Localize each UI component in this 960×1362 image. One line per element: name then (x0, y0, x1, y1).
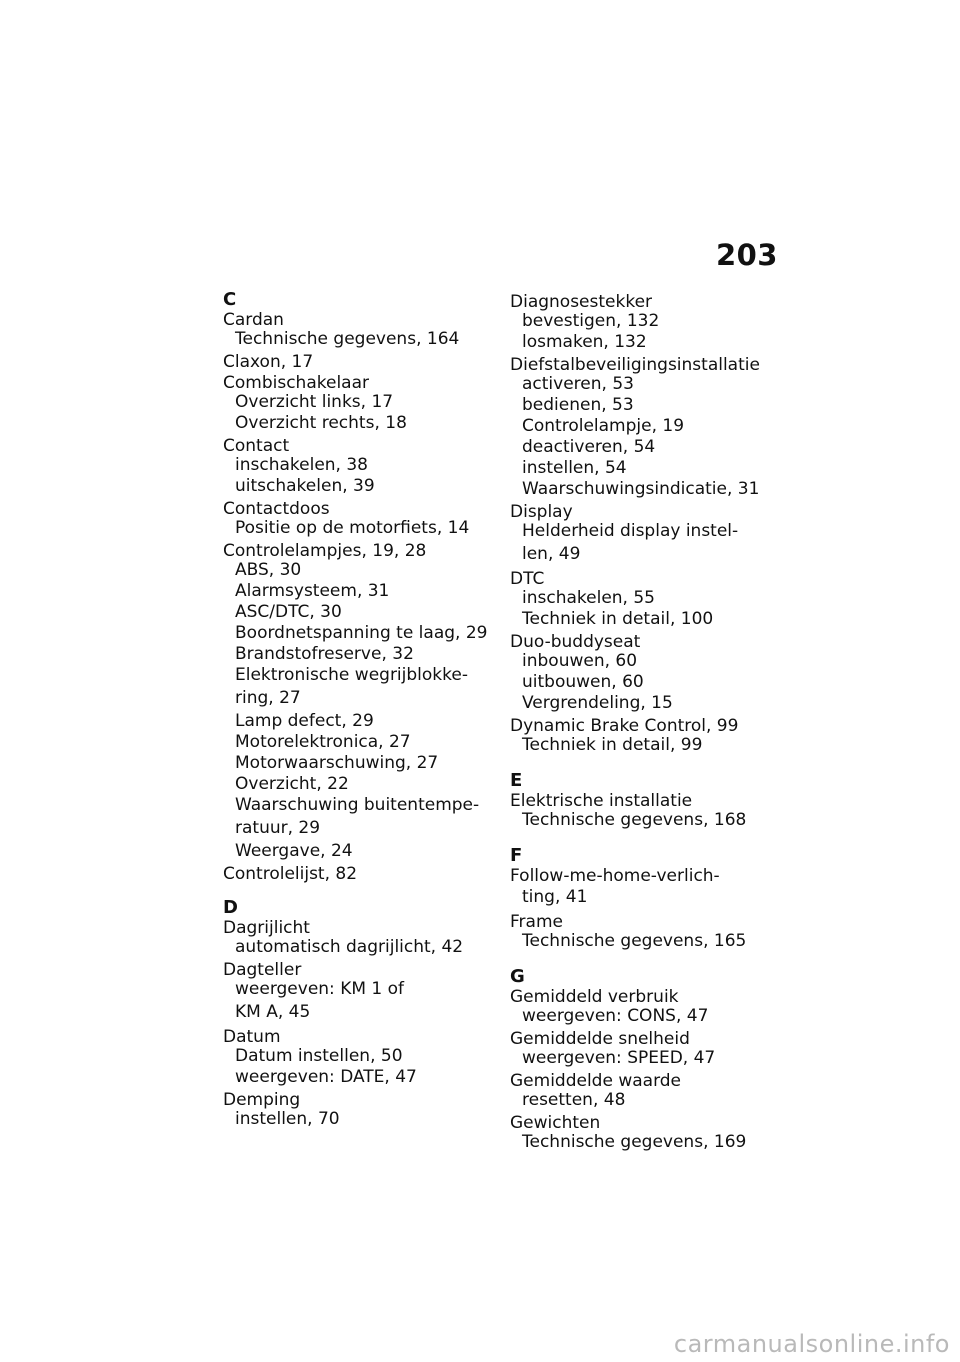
index-subentry-line: deactiveren, 54 (522, 437, 656, 457)
index-term: Dagrijlicht (223, 918, 310, 938)
index-term: Gemiddeld verbruik (510, 987, 679, 1007)
index-subentry-line: weergeven: CONS, 47 (522, 1006, 709, 1026)
index-term: Dynamic Brake Control, 99 (510, 716, 739, 736)
index-term: Controlelampjes, 19, 28 (223, 541, 427, 561)
index-column-left (223, 291, 495, 1130)
index-subentry-line: ASC/DTC, 30 (235, 602, 342, 622)
index-subentry-line: Boordnetspanning te laag, 29 (235, 623, 488, 643)
index-term: Demping (223, 1090, 301, 1110)
index-term: Display (510, 502, 573, 522)
index-subentry-line: uitschakelen, 39 (235, 476, 375, 496)
index-entry (223, 501, 495, 539)
index-term: Claxon, 17 (223, 352, 314, 372)
index-entry (510, 504, 782, 567)
index-subentry (510, 588, 782, 609)
index-term: Contactdoos (223, 499, 330, 519)
index-subentry-line: Technische gegevens, 164 (235, 329, 460, 349)
index-subentry-line: Datum instellen, 50 (235, 1046, 403, 1066)
index-subentry-line: Techniek in detail, 99 (522, 735, 703, 755)
index-subentry-line: Techniek in detail, 100 (522, 609, 714, 629)
index-subentry (510, 416, 782, 437)
index-entry (223, 354, 495, 371)
index-subentry (223, 1067, 495, 1088)
index-subentry (510, 332, 782, 353)
index-subentry-line: inbouwen, 60 (522, 651, 638, 671)
index-term: Gewichten (510, 1113, 601, 1133)
index-subentry (510, 735, 782, 756)
index-subentry-line: Waarschuwingsindicatie, 31 (522, 479, 760, 499)
index-subentry (223, 774, 495, 795)
index-subentry (223, 1046, 495, 1067)
index-subentry-line: resetten, 48 (522, 1090, 626, 1110)
index-subentry (223, 329, 495, 350)
index-subentry-line: ring, 27 (235, 688, 301, 708)
index-subentry-line: Overzicht links, 17 (235, 392, 394, 412)
index-entry (223, 962, 495, 1025)
index-entry (223, 866, 495, 883)
index-subentry-line: KM A, 45 (235, 1002, 311, 1022)
index-subentry (510, 458, 782, 479)
index-term: Diagnosestekker (510, 292, 653, 312)
index-entry (223, 920, 495, 958)
index-subentry (223, 518, 495, 539)
index-entry (510, 1115, 782, 1153)
index-term: Elektrische installatie (510, 791, 693, 811)
index-term: Gemiddelde waarde (510, 1071, 682, 1091)
index-term: Controlelijst, 82 (223, 864, 358, 884)
index-subentry-line: bedienen, 53 (522, 395, 634, 415)
index-subentry-line: Lamp defect, 29 (235, 711, 374, 731)
index-entry (510, 294, 782, 353)
index-entry (510, 634, 782, 714)
index-subentry (223, 623, 495, 644)
index-entry (510, 571, 782, 630)
index-term: Datum (223, 1027, 281, 1047)
index-term: Contact (223, 436, 290, 456)
index-subentry (510, 931, 782, 952)
index-subentry (223, 979, 495, 1025)
index-entry (223, 543, 495, 862)
index-entry (510, 1073, 782, 1111)
index-entry (510, 989, 782, 1027)
index-subentry (510, 810, 782, 831)
index-entry (223, 1029, 495, 1088)
index-entry (223, 1092, 495, 1130)
index-subentry-line: weergeven: SPEED, 47 (522, 1048, 716, 1068)
index-subentry-line: activeren, 53 (522, 374, 634, 394)
index-subentry-line: uitbouwen, 60 (522, 672, 644, 692)
index-subentry (223, 476, 495, 497)
index-subentry (510, 1132, 782, 1153)
index-subentry (223, 560, 495, 581)
index-subentry (223, 937, 495, 958)
watermark: carmanualsonline.info (673, 1330, 950, 1358)
index-subentry-line: Alarmsysteem, 31 (235, 581, 390, 601)
index-term: Cardan (223, 310, 284, 330)
index-term: Follow-me-home-verlich- (510, 866, 720, 886)
index-entry (510, 718, 782, 756)
index-subentry (223, 602, 495, 623)
index-term: Diefstalbeveiligingsinstallatie (510, 355, 760, 375)
index-subentry-line: Waarschuwing buitentempe- (235, 795, 480, 815)
index-subentry (510, 651, 782, 672)
index-term: Dagteller (223, 960, 302, 980)
index-subentry (223, 1109, 495, 1130)
index-subentry (510, 521, 782, 567)
index-subentry (510, 693, 782, 714)
index-entry (510, 793, 782, 831)
index-term: DTC (510, 569, 545, 589)
index-subentry-line: bevestigen, 132 (522, 311, 660, 331)
index-term: Frame (510, 912, 563, 932)
index-subentry (510, 374, 782, 395)
index-term: Combischakelaar (223, 373, 369, 393)
index-subentry-line: instellen, 54 (522, 458, 627, 478)
index-subentry (510, 1006, 782, 1027)
index-subentry-line: losmaken, 132 (522, 332, 647, 352)
index-subentry-line: Technische gegevens, 165 (522, 931, 747, 951)
index-subentry-line: instellen, 70 (235, 1109, 340, 1129)
index-subentry-line: Weergave, 24 (235, 841, 353, 861)
index-subentry (223, 455, 495, 476)
index-subentry-line: inschakelen, 55 (522, 588, 655, 608)
index-subentry-line: weergeven: KM 1 of (235, 979, 405, 999)
index-entry (223, 375, 495, 434)
index-subentry (223, 841, 495, 862)
index-subentry-line: Technische gegevens, 169 (522, 1132, 747, 1152)
index-subentry (223, 795, 495, 841)
index-subentry-line: inschakelen, 38 (235, 455, 368, 475)
index-subentry (223, 581, 495, 602)
index-subentry-line: Positie op de motorfiets, 14 (235, 518, 470, 538)
index-entry (510, 868, 782, 910)
index-subentry (510, 672, 782, 693)
index-subentry-line: Overzicht rechts, 18 (235, 413, 407, 433)
index-subentry (223, 732, 495, 753)
index-entry (510, 1031, 782, 1069)
index-term-continuation: ting, 41 (522, 887, 588, 907)
index-subentry (223, 753, 495, 774)
index-subentry-line: Motorwaarschuwing, 27 (235, 753, 439, 773)
index-column-right (510, 294, 782, 1153)
index-subentry-line: len, 49 (522, 544, 581, 564)
index-subentry-line: automatisch dagrijlicht, 42 (235, 937, 464, 957)
index-subentry (510, 311, 782, 332)
index-subentry-line: Overzicht, 22 (235, 774, 349, 794)
index-term: Duo-buddyseat (510, 632, 641, 652)
index-entry (223, 438, 495, 497)
index-subentry (223, 644, 495, 665)
index-subentry (223, 665, 495, 711)
index-subentry (223, 392, 495, 413)
index-subentry-line: Helderheid display instel- (522, 521, 739, 541)
index-subentry-line: Brandstofreserve, 32 (235, 644, 414, 664)
index-entry (510, 914, 782, 952)
index-subentry-line: ratuur, 29 (235, 818, 321, 838)
index-letter-heading: G (510, 966, 525, 987)
index-subentry (510, 1048, 782, 1069)
index-subentry (223, 413, 495, 434)
index-subentry (223, 711, 495, 732)
index-subentry-line: weergeven: DATE, 47 (235, 1067, 417, 1087)
index-subentry (510, 479, 782, 500)
index-subentry-line: Technische gegevens, 168 (522, 810, 747, 830)
index-subentry-line: ABS, 30 (235, 560, 302, 580)
index-subentry (510, 609, 782, 630)
index-letter-heading: F (510, 845, 523, 866)
index-subentry (510, 395, 782, 416)
index-term: Gemiddelde snelheid (510, 1029, 690, 1049)
index-subentry-line: Elektronische wegrijblokke- (235, 665, 468, 685)
index-letter-heading: D (223, 897, 238, 918)
index-entry (223, 312, 495, 350)
index-subentry (510, 1090, 782, 1111)
index-letter-heading: C (223, 289, 237, 310)
index-letter-heading: E (510, 770, 523, 791)
index-subentry (510, 437, 782, 458)
index-subentry-line: Vergrendeling, 15 (522, 693, 673, 713)
page-number: 203 (715, 238, 778, 272)
index-subentry-line: Controlelampje, 19 (522, 416, 685, 436)
index-subentry-line: Motorelektronica, 27 (235, 732, 411, 752)
index-entry (510, 357, 782, 500)
